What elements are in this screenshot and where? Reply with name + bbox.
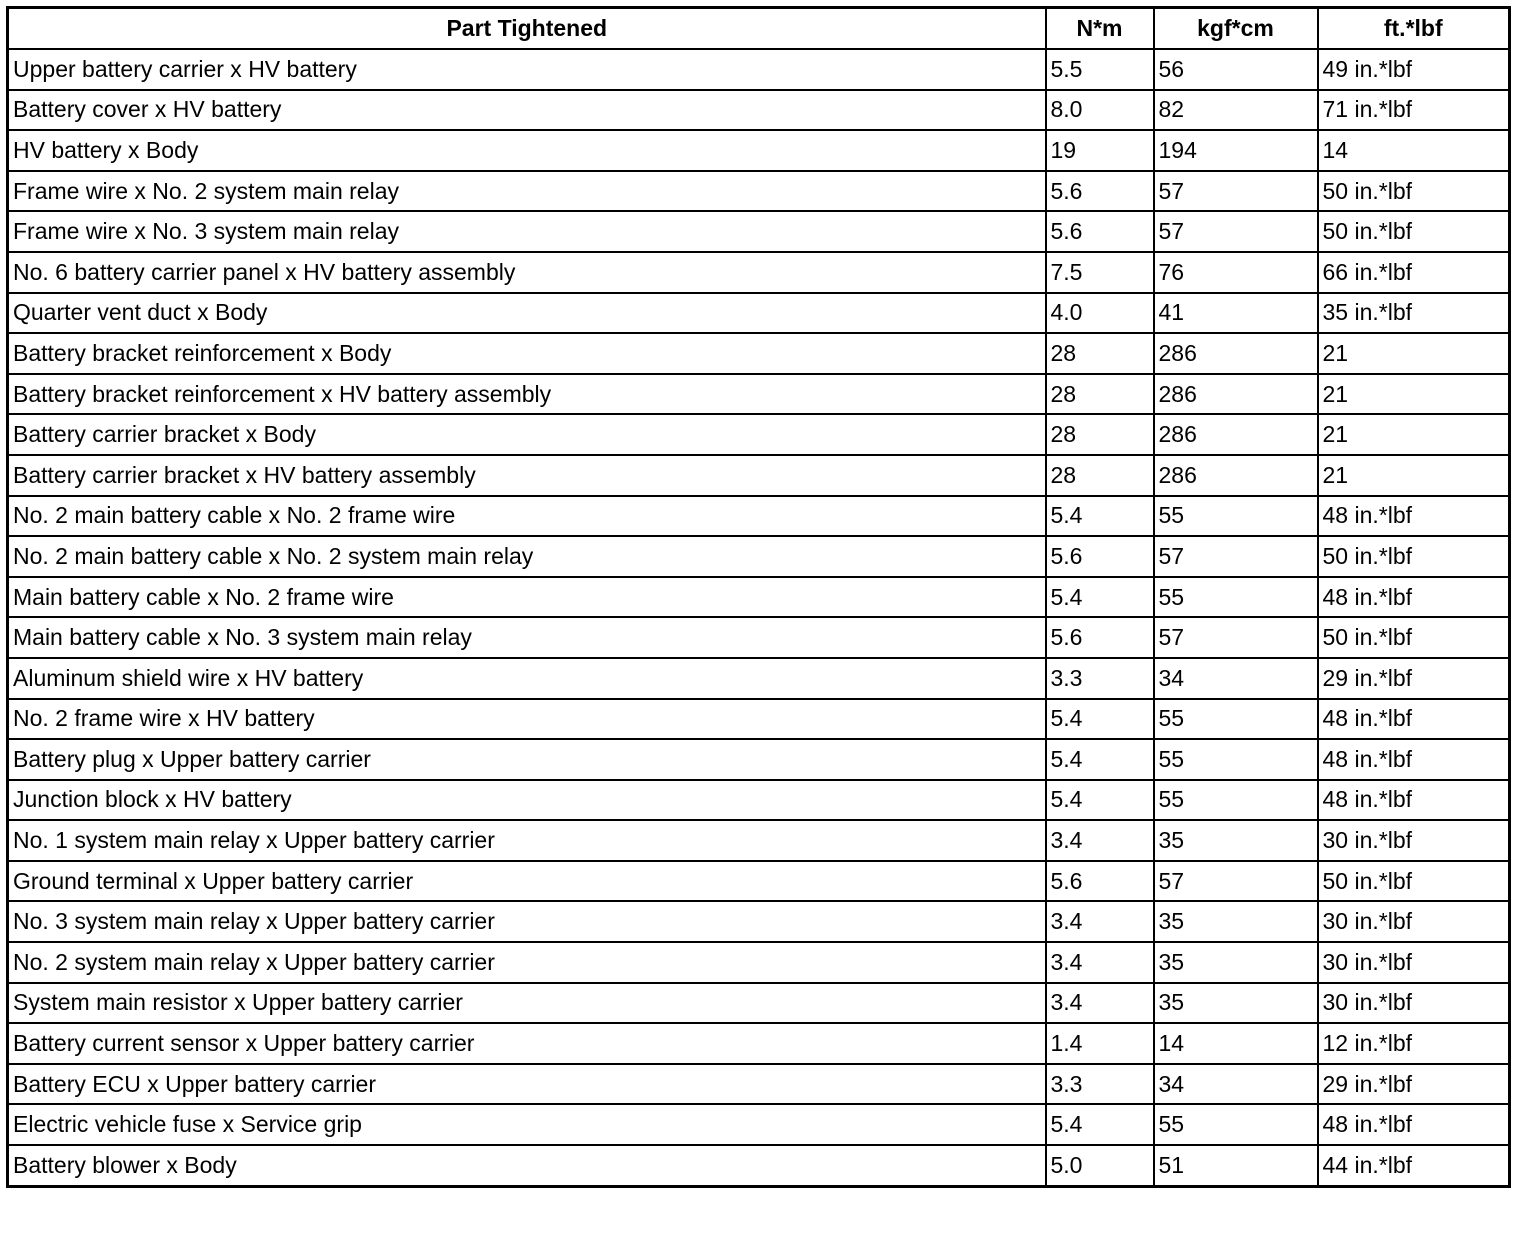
cell-nm: 4.0 — [1046, 293, 1154, 334]
table-row — [8, 49, 1510, 90]
table-row — [8, 577, 1510, 618]
cell-part-tightened: Battery carrier bracket x Body — [8, 414, 1046, 455]
table-row — [8, 455, 1510, 496]
cell-ft-lbf: 21 — [1318, 333, 1510, 374]
header-ft-lbf: ft.*lbf — [1318, 8, 1510, 50]
cell-kgf-cm: 55 — [1154, 1104, 1318, 1145]
cell-part-tightened: Aluminum shield wire x HV battery — [8, 658, 1046, 699]
cell-kgf-cm: 57 — [1154, 211, 1318, 252]
cell-ft-lbf: 48 in.*lbf — [1318, 699, 1510, 740]
cell-kgf-cm: 55 — [1154, 577, 1318, 618]
table-row — [8, 942, 1510, 983]
cell-nm: 5.6 — [1046, 171, 1154, 212]
cell-part-tightened: No. 2 frame wire x HV battery — [8, 699, 1046, 740]
cell-part-tightened: Upper battery carrier x HV battery — [8, 49, 1046, 90]
table-row — [8, 211, 1510, 252]
cell-nm: 1.4 — [1046, 1023, 1154, 1064]
table-row — [8, 739, 1510, 780]
cell-ft-lbf: 48 in.*lbf — [1318, 780, 1510, 821]
cell-part-tightened: Battery bracket reinforcement x Body — [8, 333, 1046, 374]
table-row — [8, 983, 1510, 1024]
cell-kgf-cm: 286 — [1154, 414, 1318, 455]
cell-ft-lbf: 66 in.*lbf — [1318, 252, 1510, 293]
cell-nm: 19 — [1046, 130, 1154, 171]
table-row — [8, 1064, 1510, 1105]
cell-kgf-cm: 35 — [1154, 983, 1318, 1024]
cell-nm: 5.0 — [1046, 1145, 1154, 1186]
cell-part-tightened: No. 2 main battery cable x No. 2 system main relay — [8, 536, 1046, 577]
cell-kgf-cm: 51 — [1154, 1145, 1318, 1186]
cell-kgf-cm: 194 — [1154, 130, 1318, 171]
cell-ft-lbf: 50 in.*lbf — [1318, 861, 1510, 902]
cell-part-tightened: Quarter vent duct x Body — [8, 293, 1046, 334]
header-part-tightened: Part Tightened — [8, 8, 1046, 50]
cell-part-tightened: No. 2 system main relay x Upper battery carrier — [8, 942, 1046, 983]
cell-ft-lbf: 29 in.*lbf — [1318, 1064, 1510, 1105]
cell-ft-lbf: 48 in.*lbf — [1318, 496, 1510, 537]
header-row — [8, 8, 1510, 50]
cell-nm: 5.4 — [1046, 496, 1154, 537]
table-row — [8, 617, 1510, 658]
table-row — [8, 293, 1510, 334]
table-row — [8, 252, 1510, 293]
cell-nm: 28 — [1046, 414, 1154, 455]
table-row — [8, 171, 1510, 212]
cell-part-tightened: Main battery cable x No. 2 frame wire — [8, 577, 1046, 618]
cell-part-tightened: No. 6 battery carrier panel x HV battery assembly — [8, 252, 1046, 293]
cell-ft-lbf: 30 in.*lbf — [1318, 901, 1510, 942]
cell-part-tightened: No. 2 main battery cable x No. 2 frame wire — [8, 496, 1046, 537]
cell-kgf-cm: 41 — [1154, 293, 1318, 334]
cell-kgf-cm: 14 — [1154, 1023, 1318, 1064]
cell-ft-lbf: 50 in.*lbf — [1318, 211, 1510, 252]
cell-kgf-cm: 82 — [1154, 90, 1318, 131]
table-row — [8, 414, 1510, 455]
cell-kgf-cm: 55 — [1154, 699, 1318, 740]
cell-ft-lbf: 30 in.*lbf — [1318, 983, 1510, 1024]
table-row — [8, 699, 1510, 740]
cell-kgf-cm: 286 — [1154, 333, 1318, 374]
cell-kgf-cm: 34 — [1154, 1064, 1318, 1105]
cell-ft-lbf: 49 in.*lbf — [1318, 49, 1510, 90]
cell-kgf-cm: 57 — [1154, 861, 1318, 902]
table-row — [8, 820, 1510, 861]
cell-part-tightened: Frame wire x No. 2 system main relay — [8, 171, 1046, 212]
cell-kgf-cm: 57 — [1154, 536, 1318, 577]
torque-spec-table — [6, 6, 1511, 1188]
header-nm: N*m — [1046, 8, 1154, 50]
cell-nm: 5.6 — [1046, 211, 1154, 252]
table-row — [8, 374, 1510, 415]
table-row — [8, 536, 1510, 577]
cell-ft-lbf: 50 in.*lbf — [1318, 617, 1510, 658]
cell-part-tightened: System main resistor x Upper battery carrier — [8, 983, 1046, 1024]
cell-kgf-cm: 55 — [1154, 739, 1318, 780]
cell-kgf-cm: 56 — [1154, 49, 1318, 90]
cell-part-tightened: HV battery x Body — [8, 130, 1046, 171]
cell-nm: 5.4 — [1046, 1104, 1154, 1145]
cell-nm: 28 — [1046, 455, 1154, 496]
header-kgf-cm: kgf*cm — [1154, 8, 1318, 50]
cell-nm: 3.4 — [1046, 820, 1154, 861]
cell-part-tightened: Battery ECU x Upper battery carrier — [8, 1064, 1046, 1105]
cell-part-tightened: Main battery cable x No. 3 system main relay — [8, 617, 1046, 658]
cell-nm: 5.4 — [1046, 739, 1154, 780]
cell-kgf-cm: 286 — [1154, 374, 1318, 415]
cell-nm: 3.4 — [1046, 901, 1154, 942]
cell-part-tightened: Ground terminal x Upper battery carrier — [8, 861, 1046, 902]
table-row — [8, 496, 1510, 537]
table-row — [8, 780, 1510, 821]
cell-nm: 3.4 — [1046, 942, 1154, 983]
cell-nm: 3.4 — [1046, 983, 1154, 1024]
cell-part-tightened: No. 1 system main relay x Upper battery carrier — [8, 820, 1046, 861]
cell-kgf-cm: 35 — [1154, 820, 1318, 861]
cell-kgf-cm: 55 — [1154, 496, 1318, 537]
table-row — [8, 130, 1510, 171]
cell-kgf-cm: 34 — [1154, 658, 1318, 699]
table-row — [8, 1023, 1510, 1064]
cell-part-tightened: Battery plug x Upper battery carrier — [8, 739, 1046, 780]
table-row — [8, 333, 1510, 374]
cell-ft-lbf: 48 in.*lbf — [1318, 1104, 1510, 1145]
cell-nm: 3.3 — [1046, 658, 1154, 699]
cell-ft-lbf: 44 in.*lbf — [1318, 1145, 1510, 1186]
table-body — [8, 49, 1510, 1186]
cell-nm: 28 — [1046, 333, 1154, 374]
cell-nm: 5.4 — [1046, 577, 1154, 618]
cell-part-tightened: Battery carrier bracket x HV battery assembly — [8, 455, 1046, 496]
cell-ft-lbf: 14 — [1318, 130, 1510, 171]
table-row — [8, 861, 1510, 902]
cell-ft-lbf: 71 in.*lbf — [1318, 90, 1510, 131]
cell-kgf-cm: 76 — [1154, 252, 1318, 293]
cell-nm: 3.3 — [1046, 1064, 1154, 1105]
cell-ft-lbf: 48 in.*lbf — [1318, 739, 1510, 780]
cell-ft-lbf: 29 in.*lbf — [1318, 658, 1510, 699]
cell-nm: 5.6 — [1046, 536, 1154, 577]
cell-kgf-cm: 35 — [1154, 901, 1318, 942]
cell-nm: 5.5 — [1046, 49, 1154, 90]
table-row — [8, 90, 1510, 131]
cell-part-tightened: Frame wire x No. 3 system main relay — [8, 211, 1046, 252]
cell-nm: 5.4 — [1046, 780, 1154, 821]
cell-nm: 5.6 — [1046, 861, 1154, 902]
cell-kgf-cm: 35 — [1154, 942, 1318, 983]
cell-ft-lbf: 12 in.*lbf — [1318, 1023, 1510, 1064]
cell-ft-lbf: 21 — [1318, 455, 1510, 496]
cell-part-tightened: Battery blower x Body — [8, 1145, 1046, 1186]
cell-ft-lbf: 35 in.*lbf — [1318, 293, 1510, 334]
cell-part-tightened: Electric vehicle fuse x Service grip — [8, 1104, 1046, 1145]
cell-part-tightened: Junction block x HV battery — [8, 780, 1046, 821]
table-row — [8, 658, 1510, 699]
cell-ft-lbf: 21 — [1318, 374, 1510, 415]
table-row — [8, 1145, 1510, 1186]
cell-ft-lbf: 50 in.*lbf — [1318, 536, 1510, 577]
cell-kgf-cm: 57 — [1154, 617, 1318, 658]
cell-ft-lbf: 21 — [1318, 414, 1510, 455]
cell-nm: 7.5 — [1046, 252, 1154, 293]
cell-part-tightened: No. 3 system main relay x Upper battery carrier — [8, 901, 1046, 942]
table-row — [8, 1104, 1510, 1145]
cell-ft-lbf: 30 in.*lbf — [1318, 820, 1510, 861]
cell-kgf-cm: 55 — [1154, 780, 1318, 821]
cell-ft-lbf: 30 in.*lbf — [1318, 942, 1510, 983]
cell-nm: 5.6 — [1046, 617, 1154, 658]
cell-kgf-cm: 57 — [1154, 171, 1318, 212]
cell-part-tightened: Battery cover x HV battery — [8, 90, 1046, 131]
table-row — [8, 901, 1510, 942]
cell-kgf-cm: 286 — [1154, 455, 1318, 496]
cell-ft-lbf: 48 in.*lbf — [1318, 577, 1510, 618]
cell-part-tightened: Battery bracket reinforcement x HV battery assembly — [8, 374, 1046, 415]
cell-nm: 28 — [1046, 374, 1154, 415]
cell-nm: 8.0 — [1046, 90, 1154, 131]
cell-ft-lbf: 50 in.*lbf — [1318, 171, 1510, 212]
cell-part-tightened: Battery current sensor x Upper battery carrier — [8, 1023, 1046, 1064]
cell-nm: 5.4 — [1046, 699, 1154, 740]
